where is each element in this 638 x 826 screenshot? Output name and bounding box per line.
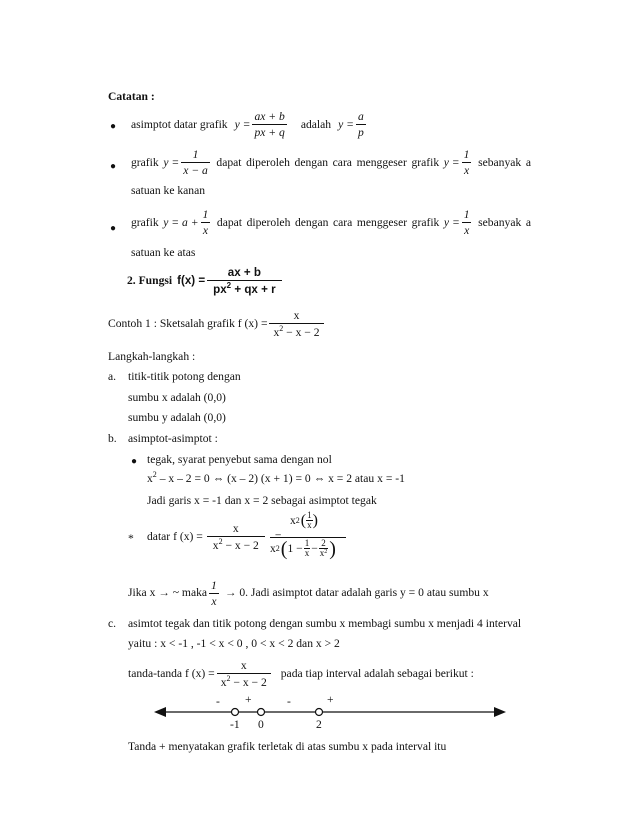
expanded-top-frac-d: x <box>307 520 312 530</box>
section-2-heading <box>127 266 284 296</box>
note-2-word: menggeser <box>356 155 407 169</box>
sign-label: - <box>287 695 291 708</box>
datar-den-sup: 2 <box>218 537 223 546</box>
expanded-bot-frac-2-d-sup: 2 <box>324 549 328 555</box>
note-2-continuation: satuan ke kanan <box>131 184 206 197</box>
expanded-bot-minus: − <box>311 541 318 555</box>
tanda-statement <box>128 657 474 691</box>
tanda-denominator <box>217 673 271 689</box>
note-1-denominator: px + q <box>254 126 285 139</box>
datar-numerator: x <box>232 522 239 535</box>
note-2-word: grafik <box>411 155 440 169</box>
bullet-tegak: ● <box>131 456 138 467</box>
item-c-label: c. <box>108 617 117 630</box>
note-3-word: grafik <box>411 215 440 229</box>
contoh-1-den-sup: 2 <box>279 324 284 333</box>
note-1-y: y = <box>234 117 251 131</box>
note-2-y: y = <box>163 155 180 169</box>
note-3-fraction-2 <box>462 208 472 237</box>
datar-star: * <box>128 532 134 545</box>
point-label: 2 <box>316 718 322 731</box>
note-3-word: dapat <box>216 215 243 229</box>
note-3-y: y = a + <box>163 215 199 229</box>
contoh-1-text: Contoh 1 : Sketsalah grafik f (x) = <box>108 317 268 330</box>
contoh-1-fraction <box>269 309 323 339</box>
closing-statement: Tanda + menyatakan grafik terletak di atas sumbu x pada interval itu <box>128 740 447 753</box>
tanda-numerator: x <box>240 659 247 672</box>
note-2-denominator-2: x <box>463 164 470 177</box>
note-2-word: a <box>525 155 531 169</box>
note-3 <box>131 208 531 237</box>
note-2-word: sebanyak <box>478 155 522 169</box>
note-2-fraction-2 <box>462 148 472 177</box>
contoh-1 <box>108 309 326 339</box>
note-2-numerator-2: 1 <box>463 148 470 161</box>
note-2-word: dapat <box>216 155 242 169</box>
tanda-text-post: pada tiap interval adalah sebagai berikut : <box>280 667 474 680</box>
limit-fraction <box>209 579 219 608</box>
datar-fraction <box>207 522 265 552</box>
note-2 <box>131 148 531 177</box>
expanded-bot-frac-1-n: 1 <box>304 538 310 548</box>
item-b-label: b. <box>108 432 117 445</box>
tanda-den-b: − x − 2 <box>230 676 267 689</box>
contoh-1-denominator <box>269 323 323 339</box>
note-3-denominator: x <box>202 224 209 237</box>
item-a-line-2: sumbu y adalah (0,0) <box>128 411 226 424</box>
note-1-text: asimptot datar grafik <box>131 117 228 131</box>
limit-denominator: x <box>211 594 217 608</box>
note-3-formula <box>163 208 212 237</box>
paren-open-2: ( <box>280 537 288 560</box>
bullet-3: ● <box>110 223 117 234</box>
tegak-eq-sup: 2 <box>152 470 157 479</box>
datar-denominator <box>207 536 265 552</box>
note-2-fraction <box>181 148 210 177</box>
note-3-text: grafik <box>131 215 159 229</box>
tegak-equation <box>147 472 405 486</box>
section-2-fraction <box>207 266 281 296</box>
note-3-continuation: satuan ke atas <box>131 246 196 259</box>
note-1-adalah: adalah <box>300 117 332 131</box>
note-3-word: a <box>525 215 531 229</box>
tegak-text: tegak, syarat penyebut sama dengan nol <box>147 453 332 466</box>
note-1-fraction-2 <box>356 110 366 139</box>
datar-expanded-fraction <box>270 509 346 569</box>
item-c-intervals: yaitu : x < -1 , -1 < x < 0 , 0 < x < 2 dan x > 2 <box>128 637 340 650</box>
paren-close-2: ) <box>329 537 336 560</box>
tegak-conclusion: Jadi garis x = -1 dan x = 2 sebagai asimptot tegak <box>147 494 377 507</box>
expanded-bot-one: 1 − <box>287 541 303 555</box>
datar-expanded-numerator: x 2 ( $\frac{1}{x}$ ) <box>290 510 318 530</box>
tegak-eq-b: – x – 2 = 0 ⇔ (x – 2) (x + 1) = 0 ⇔ x = 2 atau x = -1 <box>156 472 405 485</box>
section-2-den-b: + qx + r <box>231 283 276 296</box>
note-3-numerator: 1 <box>202 208 209 221</box>
sign-label: + <box>327 693 334 706</box>
note-2-word: diperoleh <box>246 155 290 169</box>
contoh-1-numerator: x <box>293 309 300 322</box>
note-2-word: cara <box>332 155 352 169</box>
sign-label: + <box>245 693 252 706</box>
note-3-numerator-2: 1 <box>463 208 470 221</box>
section-2-denominator <box>207 280 281 296</box>
left-arrow-icon <box>154 707 166 717</box>
point-open-circle <box>316 709 323 716</box>
note-3-formula-2 <box>444 208 474 237</box>
note-2-word: dengan <box>294 155 329 169</box>
contoh-1-den-a: x <box>273 326 280 339</box>
tanda-fraction <box>217 659 271 689</box>
langkah-heading: Langkah-langkah : <box>108 350 196 363</box>
limit-text-b: → 0. Jadi asimptot datar adalah garis y = 0 atau sumbu x <box>224 586 489 599</box>
paren-open: ( <box>300 511 307 529</box>
item-b-title: asimptot-asimptot : <box>128 432 218 445</box>
note-2-denominator: x − a <box>183 164 208 177</box>
note-2-text: grafik <box>131 155 159 169</box>
note-1 <box>131 110 368 139</box>
section-2-den-sup: 2 <box>226 281 232 290</box>
note-3-word: menggeser <box>356 215 408 229</box>
bullet-1: ● <box>110 121 117 132</box>
right-arrow-icon <box>494 707 506 717</box>
datar-den-b: − x − 2 <box>222 539 259 552</box>
note-3-denominator-2: x <box>464 224 470 237</box>
note-3-word: diperoleh <box>246 215 291 229</box>
tanda-den-a: x <box>220 676 227 689</box>
expanded-top-x: x <box>290 513 296 527</box>
point-open-circle <box>258 709 265 716</box>
limit-numerator: 1 <box>211 578 217 592</box>
limit-text-a: Jika x → ~ maka <box>128 586 208 599</box>
expanded-bot-frac-1-d: x <box>304 548 310 558</box>
note-1-fraction <box>252 110 286 139</box>
contoh-1-den-b: − x − 2 <box>283 326 320 339</box>
datar-equation <box>147 516 281 558</box>
datar-expanded-denominator: x 2 ( 1 − $\frac{1}{x}$ − $\frac{2}{x^2}$ ) <box>270 537 336 560</box>
note-1-numerator-2: a <box>357 110 364 123</box>
expanded-bot-frac-2 <box>319 539 329 558</box>
expanded-bot-frac-2-d <box>319 548 329 558</box>
expanded-bot-x: x <box>270 541 276 555</box>
section-2-den-a: px <box>213 283 227 296</box>
note-3-word: dengan <box>294 215 329 229</box>
expanded-top-frac-n: 1 <box>307 510 312 520</box>
note-3-fraction <box>201 208 211 237</box>
sign-label: - <box>216 695 220 708</box>
item-c-title: asimtot tegak dan titik potong dengan sumbu x membagi sumbu x menjadi 4 interval <box>128 617 522 630</box>
tanda-den-sup: 2 <box>226 674 231 683</box>
note-2-formula-2 <box>444 148 474 177</box>
point-label: -1 <box>230 718 240 731</box>
catatan-heading: Catatan : <box>108 90 155 103</box>
section-2-numerator: ax + b <box>227 266 261 279</box>
tanda-text-pre: tanda-tanda f (x) = <box>128 667 215 680</box>
datar-equals: = <box>274 530 282 543</box>
note-1-numerator: ax + b <box>254 110 285 123</box>
expanded-bot-frac-2-d-a: x <box>319 548 325 558</box>
bullet-2: ● <box>110 161 117 172</box>
limit-statement <box>128 576 489 610</box>
note-2-numerator: 1 <box>192 148 199 161</box>
note-1-y2: y = <box>338 117 354 131</box>
paren-close: ) <box>312 511 318 529</box>
note-2-formula <box>163 148 211 177</box>
expanded-bot-frac-1 <box>304 539 311 558</box>
note-3-word: sebanyak <box>478 215 522 229</box>
note-3-word: cara <box>332 215 353 229</box>
expanded-bot-frac-2-n: 2 <box>321 538 326 548</box>
note-1-denominator-2: p <box>357 126 364 139</box>
section-2-fx: f(x) = <box>177 274 206 287</box>
datar-label: datar f (x) = <box>147 530 203 543</box>
sign-number-line <box>150 692 510 732</box>
note-2-y2: y = <box>443 155 460 169</box>
datar-den-a: x <box>212 539 219 552</box>
point-open-circle <box>232 709 239 716</box>
tegak-eq-a: x <box>147 472 153 485</box>
point-label: 0 <box>258 718 264 731</box>
note-3-y2: y = <box>443 215 460 229</box>
item-a-title: titik-titik potong dengan <box>128 370 241 383</box>
item-a-line-1: sumbu x adalah (0,0) <box>128 391 226 404</box>
item-a-label: a. <box>108 370 117 383</box>
section-2-label: 2. Fungsi <box>127 274 173 287</box>
